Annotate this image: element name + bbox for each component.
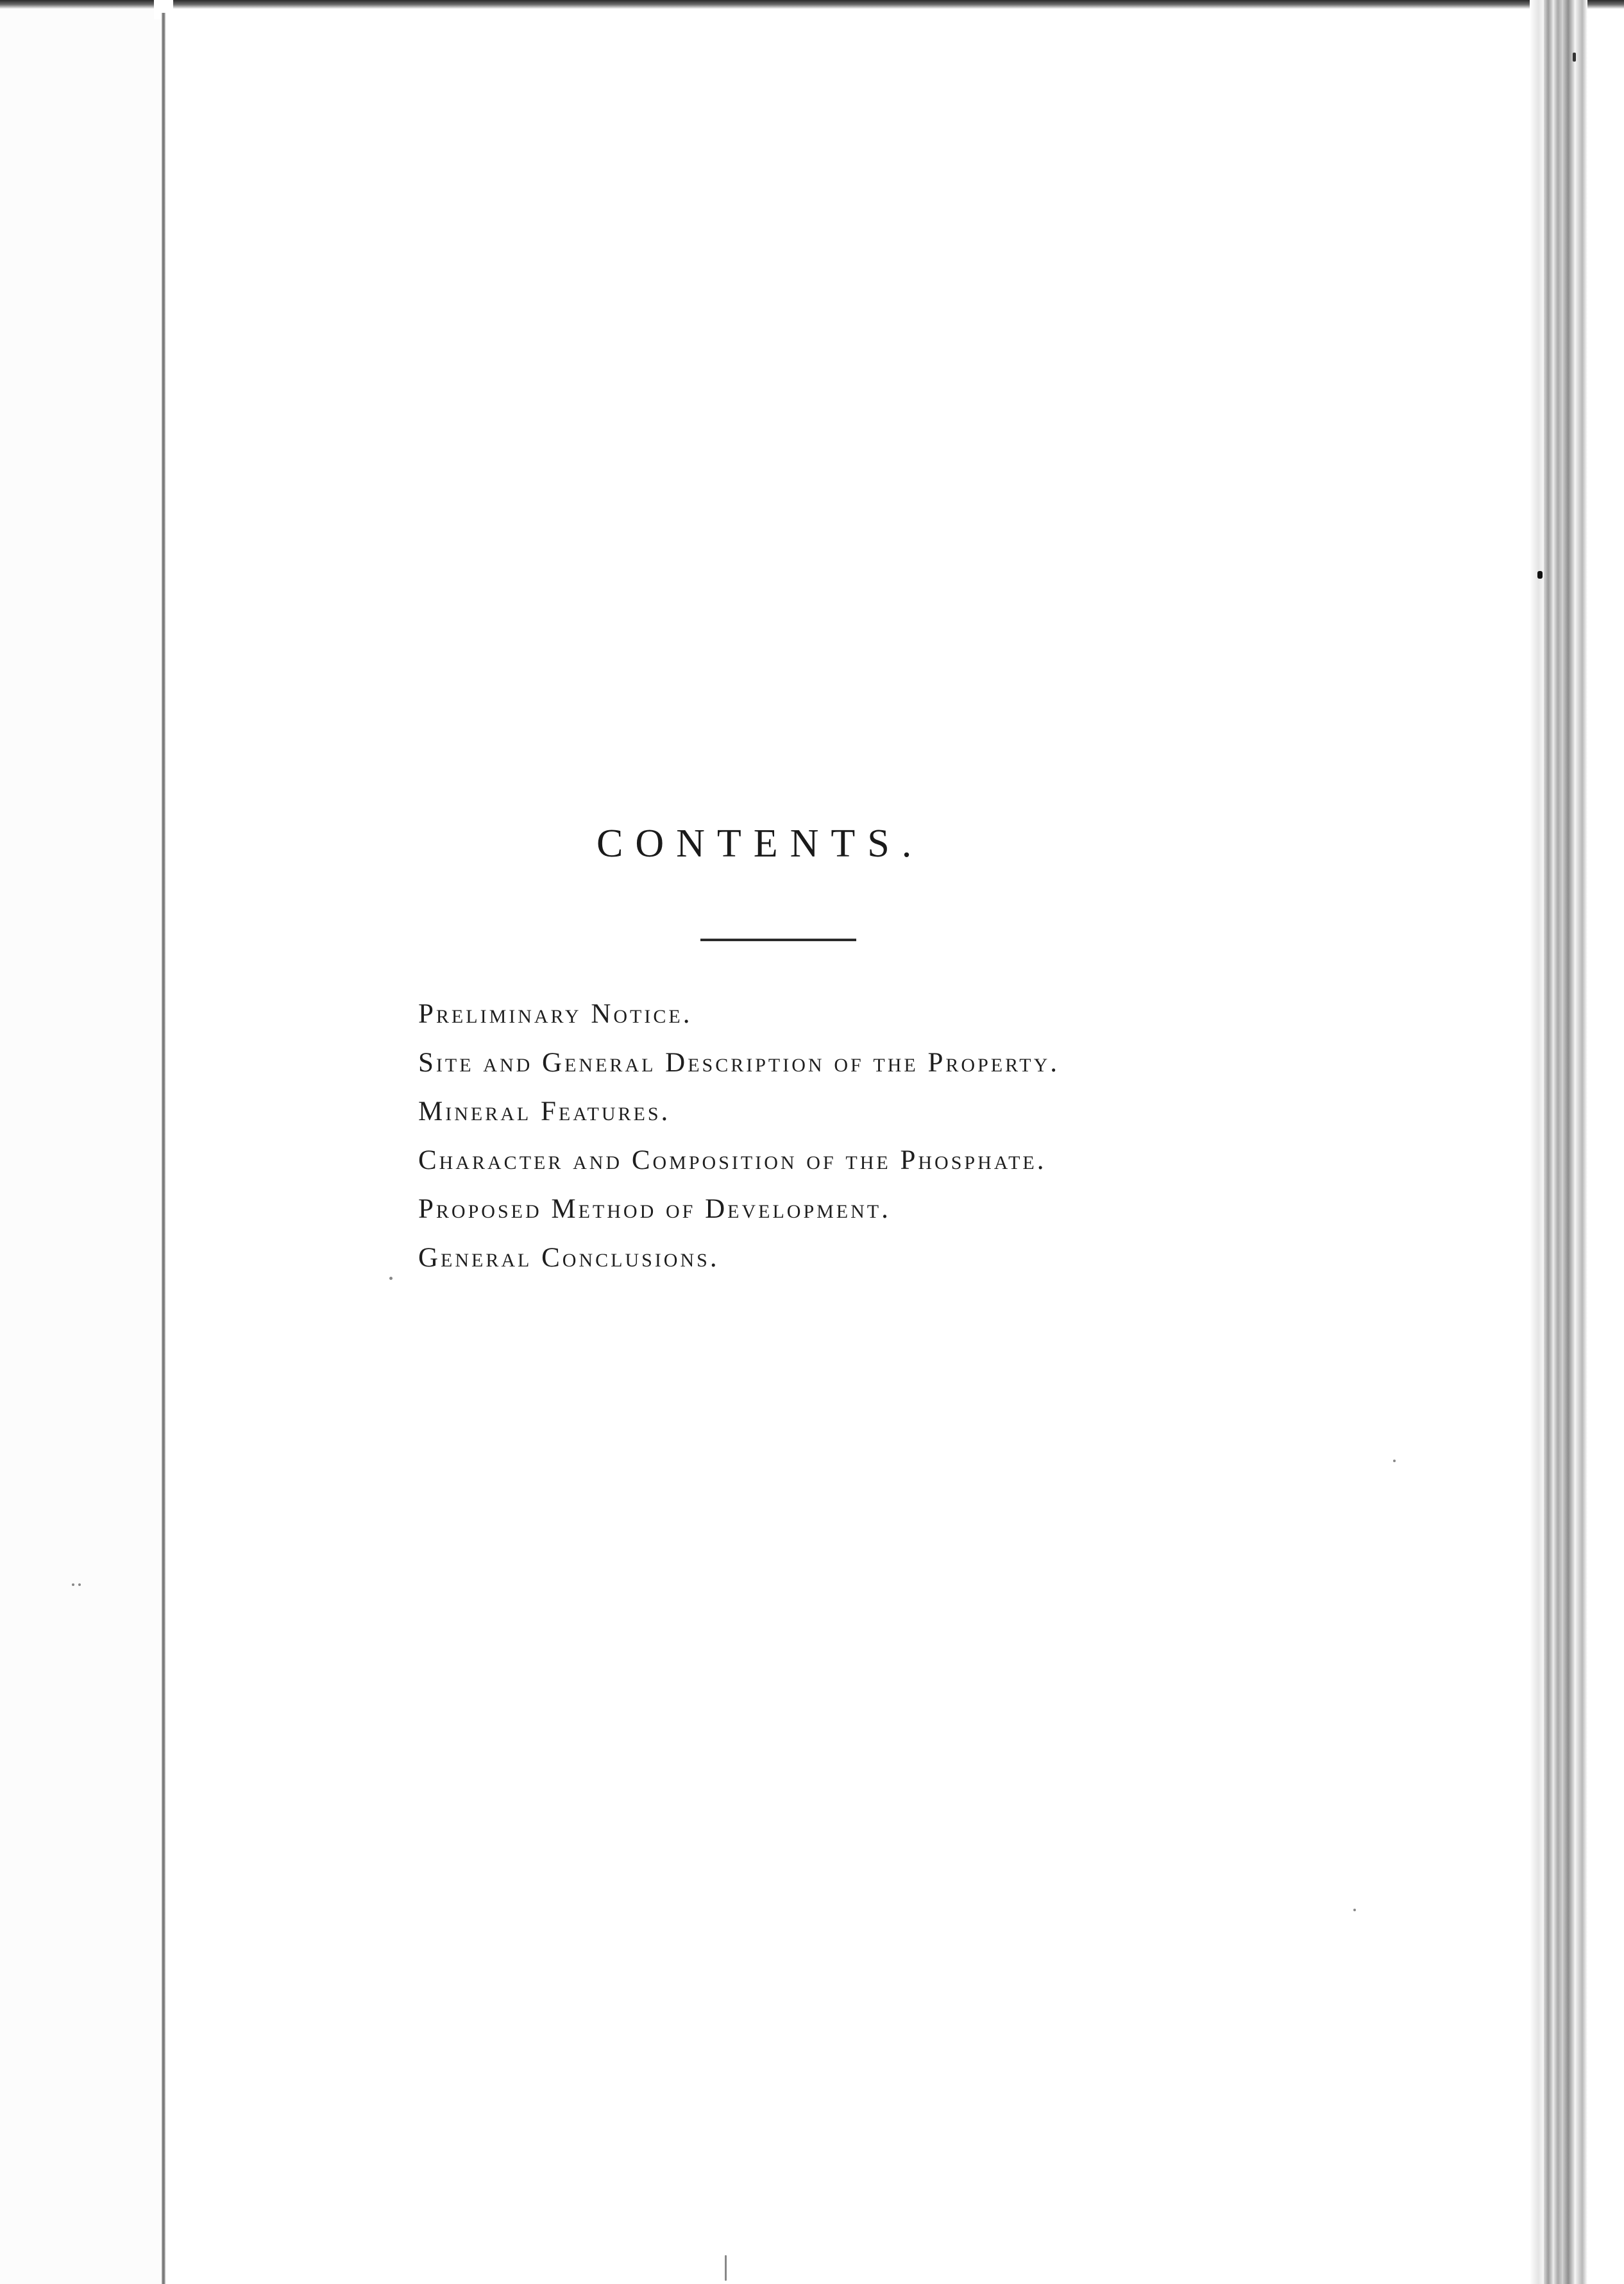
title-rule [700, 939, 856, 941]
scan-speck [389, 1277, 393, 1280]
scan-speck [72, 1583, 74, 1586]
top-scan-edge [0, 0, 1624, 9]
scan-speck [78, 1583, 81, 1586]
scan-speck [1393, 1460, 1396, 1462]
contents-entry: General Conclusions. [418, 1243, 720, 1273]
contents-entry: Preliminary Notice. [418, 999, 693, 1029]
contents-entry: Site and General Description of the Property. [418, 1048, 1060, 1078]
contents-entry: Proposed Method of Development. [418, 1194, 891, 1224]
page-edge-stack [1563, 0, 1575, 2284]
previous-page-margin [0, 0, 162, 2284]
page-edge-stack [1553, 0, 1563, 2284]
scan-speck [1353, 1909, 1356, 1911]
scan-speck [725, 2255, 727, 2281]
contents-entry: Mineral Features. [418, 1096, 671, 1127]
contents-list [418, 998, 1252, 1291]
edge-mark [1537, 571, 1543, 579]
page-edge-stack [1575, 0, 1587, 2284]
page-edge-stack [1544, 0, 1553, 2284]
contents-entry: Character and Composition of the Phosphate. [418, 1145, 1047, 1175]
book-gutter-fold [162, 13, 165, 2284]
page-edge-stack [1530, 0, 1544, 2284]
edge-mark [1573, 53, 1576, 62]
page-title: CONTENTS. [596, 822, 924, 865]
